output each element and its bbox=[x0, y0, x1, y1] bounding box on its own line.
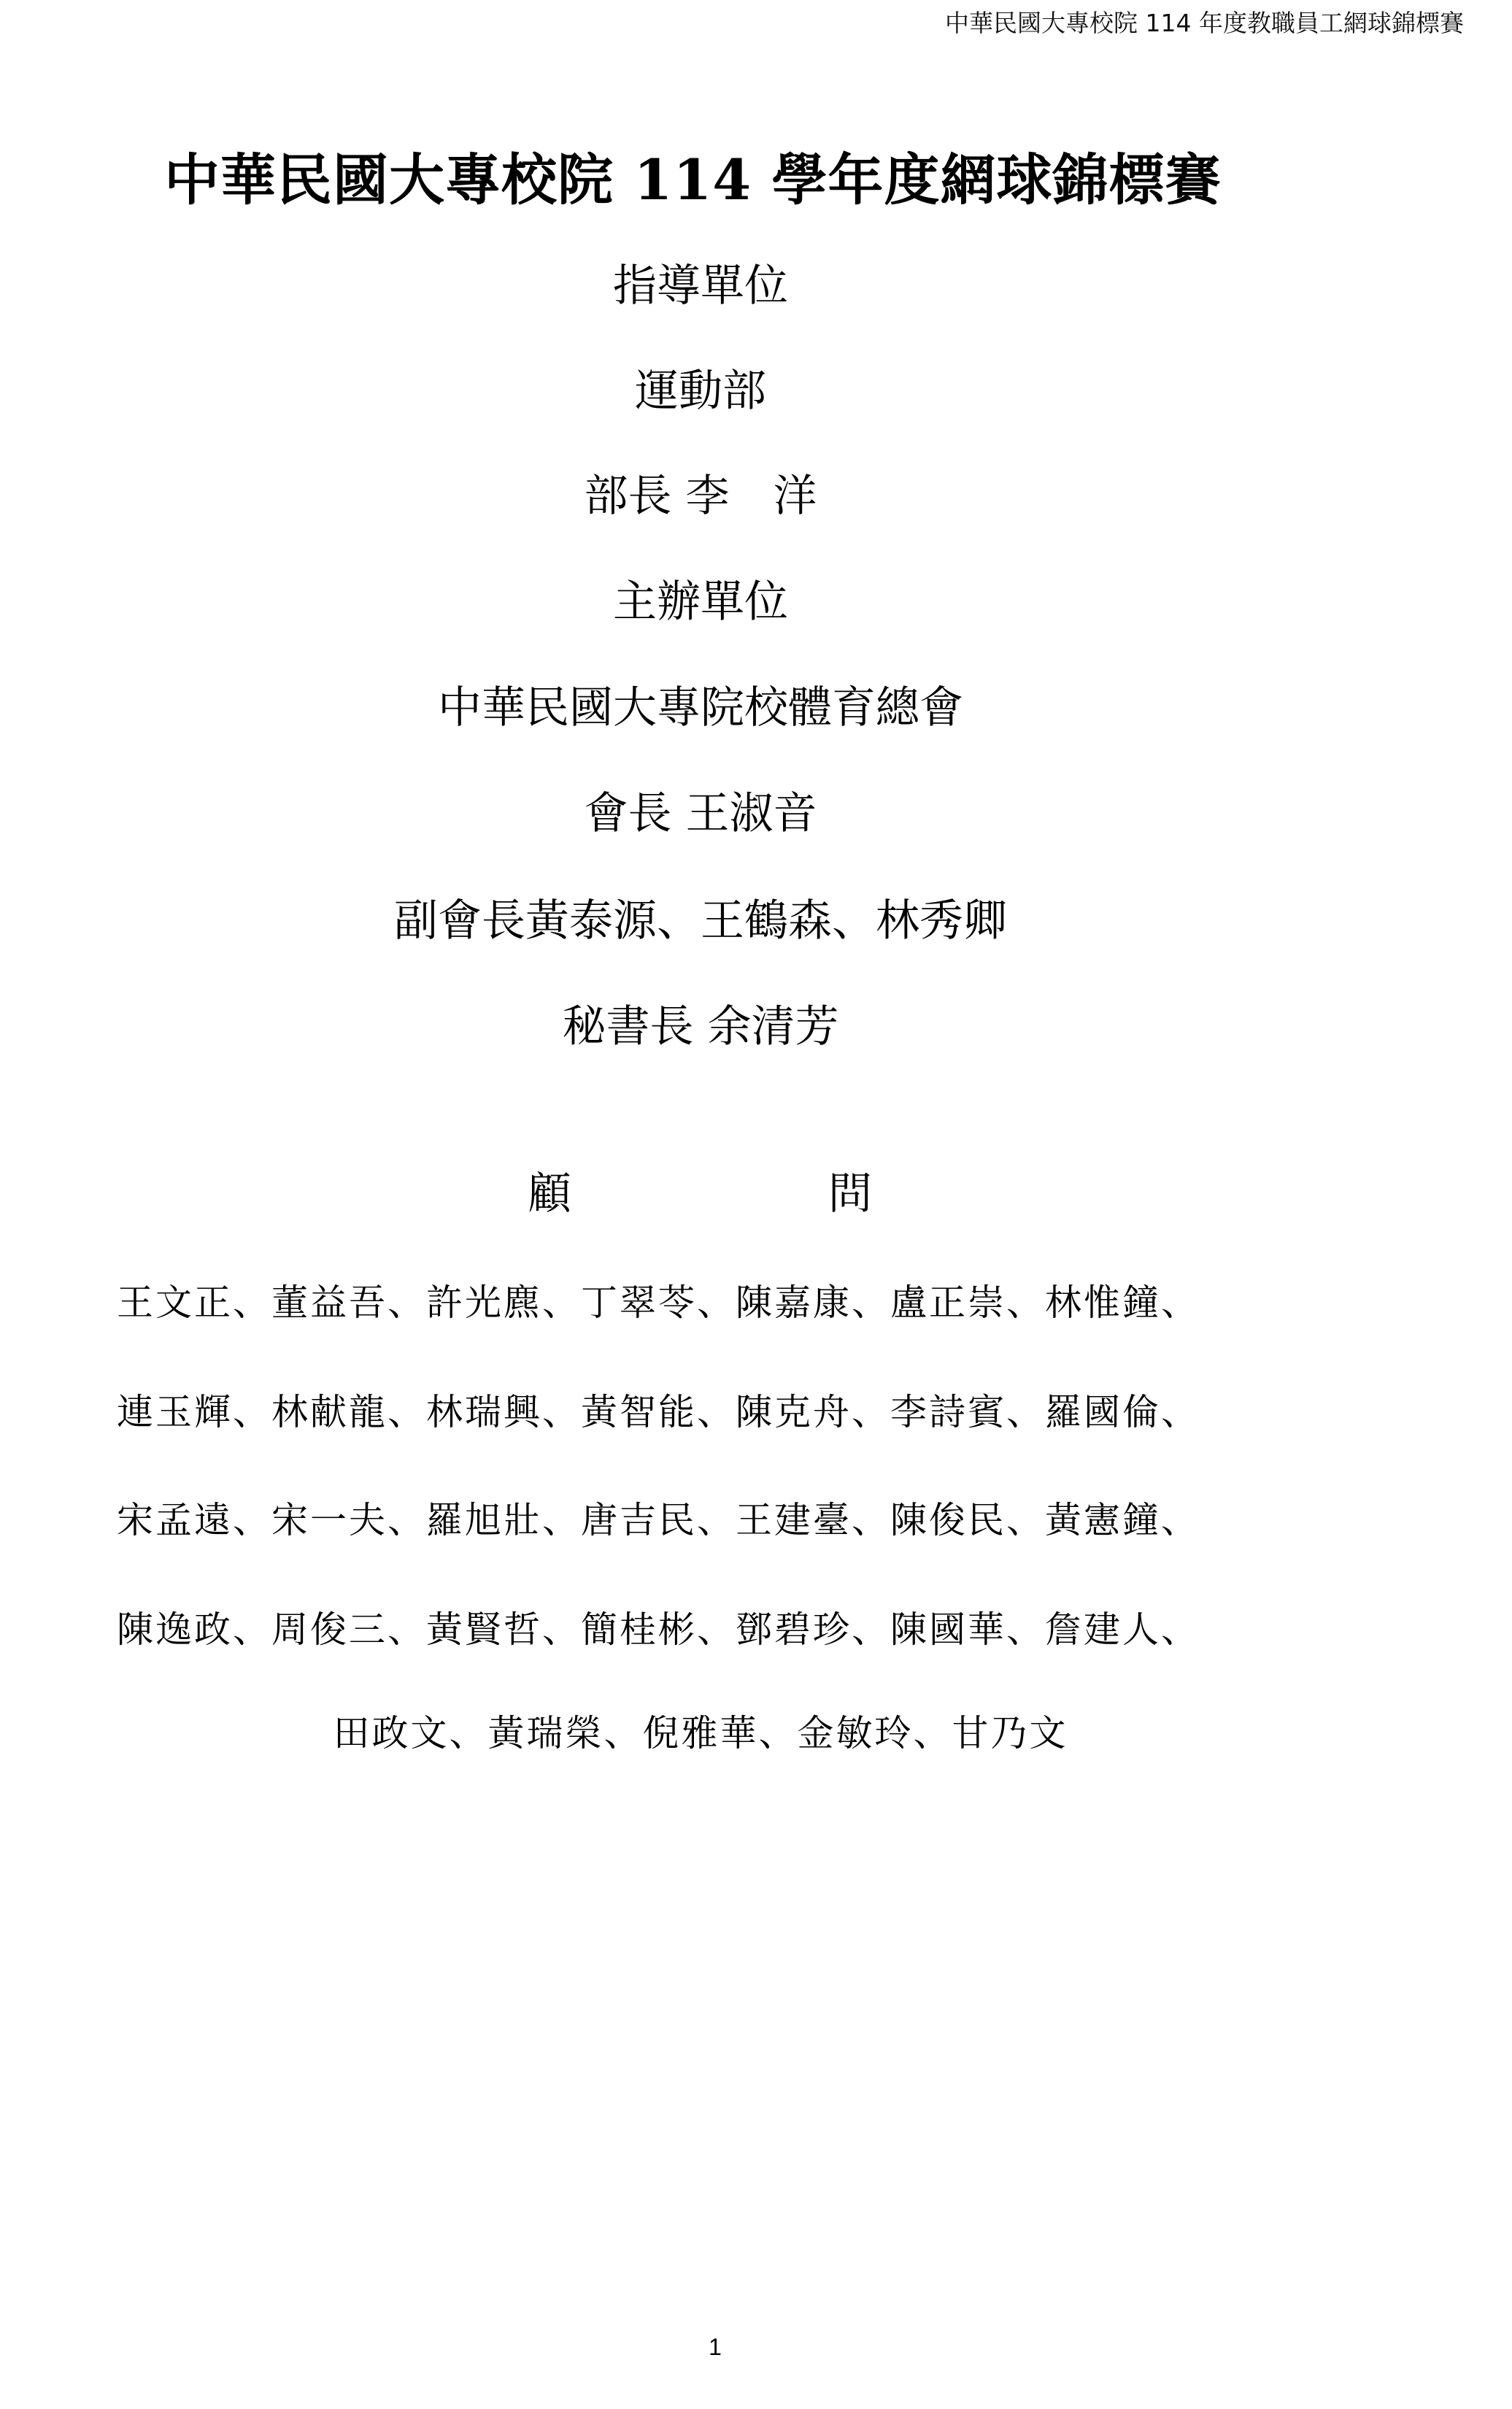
advisors-row-3: 宋孟遠、宋一夫、羅旭壯、唐吉民、王建臺、陳俊民、黃憲鐘、 bbox=[117, 1499, 1200, 1541]
advisors-heading-char-1: 顧 bbox=[528, 1168, 571, 1219]
page-number: 1 bbox=[709, 2334, 722, 2360]
running-header: 中華民國大專校院 114 年度教職員工網球錦標賽 bbox=[945, 9, 1464, 37]
guidance-label: 指導單位 bbox=[613, 261, 788, 312]
organizer-organization: 中華民國大專院校體育總會 bbox=[438, 682, 963, 733]
advisors-row-4: 陳逸政、周俊三、黃賢哲、簡桂彬、鄧碧珍、陳國華、詹建人、 bbox=[117, 1608, 1200, 1651]
advisors-row-1: 王文正、董益吾、許光麃、丁翠苓、陳嘉康、盧正崇、林惟鐘、 bbox=[117, 1281, 1200, 1324]
advisors-heading bbox=[0, 1159, 1401, 1217]
guidance-organization: 運動部 bbox=[635, 366, 766, 417]
organizer-secretary-general: 秘書長 余清芳 bbox=[562, 1001, 839, 1052]
advisors-row-2: 連玉輝、林献龍、林瑞興、黃智能、陳克舟、李詩賓、羅國倫、 bbox=[117, 1391, 1200, 1433]
document-title: 中華民國大專校院 114 學年度網球錦標賽 bbox=[164, 147, 1222, 212]
organizer-vice-presidents: 副會長黃泰源、王鶴森、林秀卿 bbox=[394, 895, 1007, 947]
organizer-president: 會長 王淑音 bbox=[584, 788, 817, 839]
organizer-label: 主辦單位 bbox=[613, 577, 788, 628]
advisors-row-5: 田政文、黃瑞榮、倪雅華、金敏玲、甘乃文 bbox=[333, 1712, 1068, 1754]
guidance-minister: 部長 李 洋 bbox=[584, 471, 817, 522]
advisors-heading-char-2: 問 bbox=[828, 1168, 872, 1219]
